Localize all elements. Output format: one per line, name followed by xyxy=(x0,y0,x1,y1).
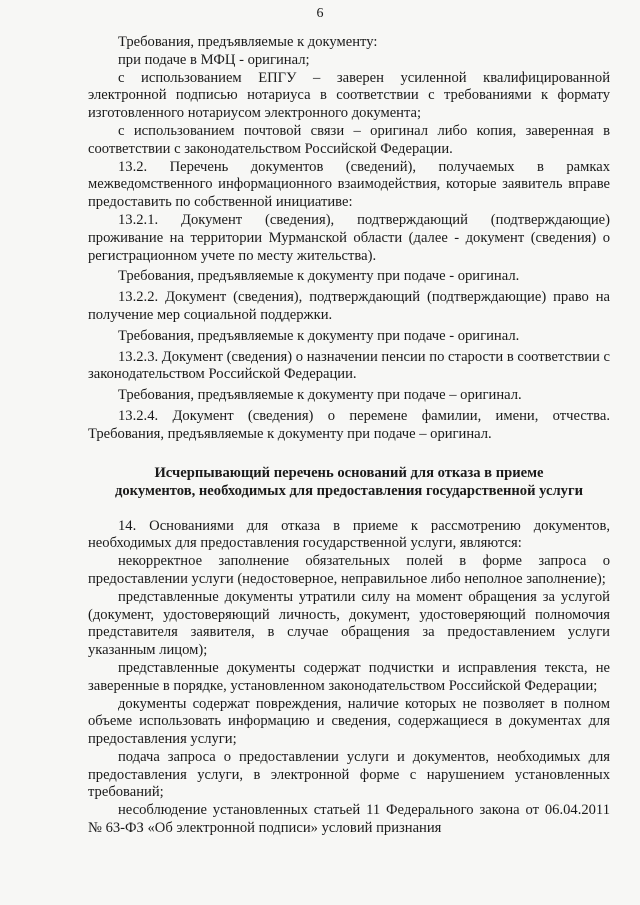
paragraph: 13.2.4. Документ (сведения) о перемене фамилии, имени, отчества. Требования, предъявляемые к документу при подаче – оригинал. xyxy=(88,407,610,442)
paragraph: 13.2.1. Документ (сведения), подтверждающий (подтверждающие) проживание на территории Мурманской области (далее - документ (сведения) о регистрационном учете по месту жительства). xyxy=(88,211,610,264)
paragraph: представленные документы содержат подчистки и исправления текста, не заверенные в порядке, установленном законодательством Российской Федерации; xyxy=(88,659,610,694)
paragraph: 14. Основаниями для отказа в приеме к рассмотрению документов, необходимых для предоставления государственной услуги, являются: xyxy=(88,517,610,552)
paragraph: подача запроса о предоставлении услуги и документов, необходимых для предоставления услуги, в электронной форме с нарушением установленных требований; xyxy=(88,748,610,801)
paragraph: Требования, предъявляемые к документу при подаче - оригинал. xyxy=(118,327,520,344)
paragraph: 13.2. Перечень документов (сведений), получаемых в рамках межведомственного информационного взаимодействия, которые заявитель вправе предоставить по собственной инициативе: xyxy=(88,158,610,211)
paragraph: 13.2.3. Документ (сведения) о назначении пенсии по старости в соответствии с законодательством Российской Федерации. xyxy=(88,348,610,383)
paragraph: при подаче в МФЦ - оригинал; xyxy=(118,51,310,68)
paragraph: некорректное заполнение обязательных полей в форме запроса о предоставлении услуги (недостоверное, неправильное либо неполное заполнение); xyxy=(88,553,610,587)
section-heading-line: документов, необходимых для предоставления государственной услуги xyxy=(115,482,583,499)
paragraph: представленные документы утратили силу на момент обращения за услугой (документ, удостоверяющий личность, документ, удостоверяющий полномочия представителя заявителя, в случае обращения за предоставлением услуги указанным лицом); xyxy=(88,588,610,659)
paragraph: Требования, предъявляемые к документу при подаче – оригинал. xyxy=(118,387,522,404)
paragraph: Требования, предъявляемые к документу: xyxy=(118,34,378,50)
paragraph: 13.2.2. Документ (сведения), подтверждающий (подтверждающие) право на получение мер социальной поддержки. xyxy=(88,289,610,323)
paragraph: несоблюдение установленных статьей 11 Федерального закона от 06.04.2011 № 63-ФЗ «Об электронной подписи» условий признания xyxy=(88,802,610,837)
paragraph: с использованием ЕПГУ – заверен усиленной квалифицированной электронной подписью нотариуса в соответствии с требованиями к формату изготовленного нотариусом электронного документа; xyxy=(88,69,610,122)
section-heading xyxy=(88,464,610,500)
page-number: 6 xyxy=(316,6,324,21)
section-heading-line: Исчерпывающий перечень оснований для отказа в приеме xyxy=(154,464,544,481)
paragraph: с использованием почтовой связи – оригинал либо копия, заверенная в соответствии с законодательством Российской Федерации. xyxy=(88,122,610,157)
paragraph: документы содержат повреждения, наличие которых не позволяет в полном объеме использовать информацию и сведения, содержащиеся в документах для предоставления услуги; xyxy=(88,695,610,748)
paragraph: Требования, предъявляемые к документу при подаче - оригинал. xyxy=(118,268,520,285)
document-body xyxy=(88,34,610,838)
